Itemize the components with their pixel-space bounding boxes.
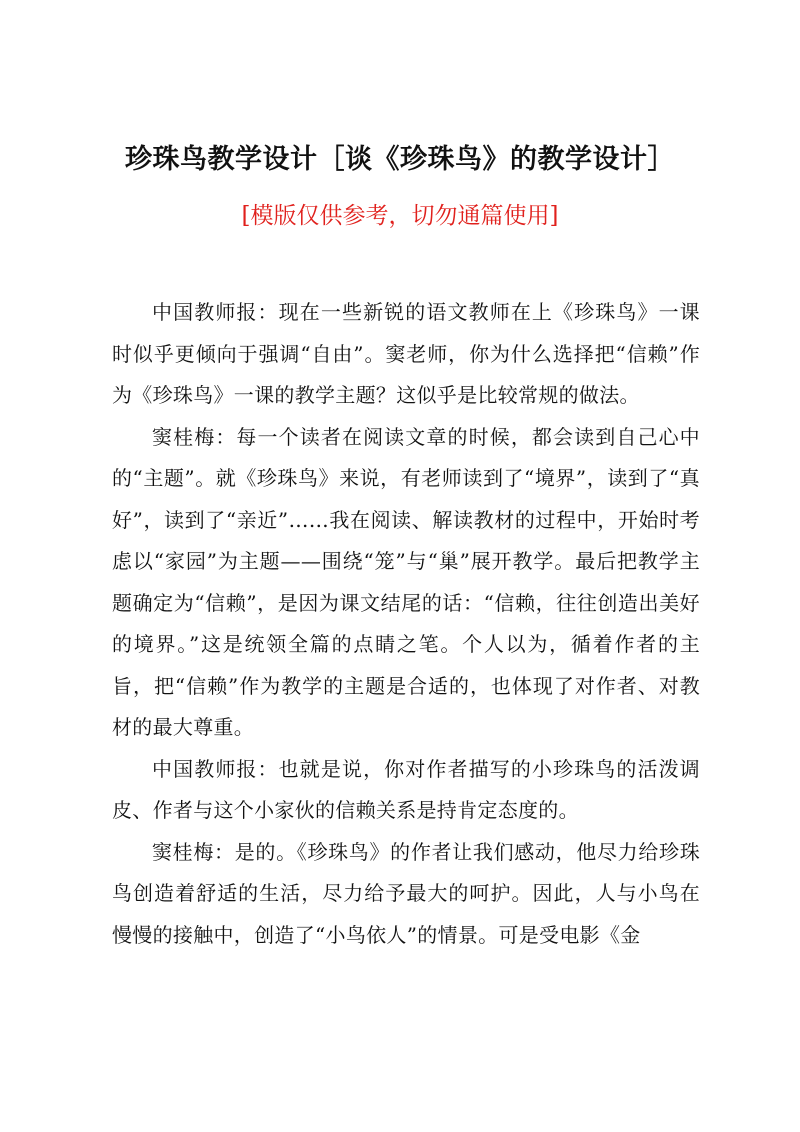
paragraph: 窦桂梅：每一个读者在阅读文章的时候，都会读到自己心中的“主题”。就《珍珠鸟》来说，有老师读到了“境界”，读到了“真好”，读到了“亲近”……我在阅读、解读教材的过程中，开始时考虑以“家园”为主题——围绕“笼”与“巢”展开教学。最后把教学主题确定为“信赖”，是因为课文结尾的话：“信赖，往往创造出美好的境界。”这是统领全篇的点睛之笔。个人以为，循着作者的主旨，把“信赖”作为教学的主题是合适的，也体现了对作者、对教材的最大尊重。 <box>112 424 700 739</box>
paragraph: 窦桂梅：是的。《珍珠鸟》的作者让我们感动，他尽力给珍珠鸟创造着舒适的生活，尽力给予最大的呵护。因此，人与小鸟在慢慢的接触中，创造了“小鸟依人”的情景。可是受电影《金 <box>112 839 700 947</box>
document-title: 珍珠鸟教学设计［谈《珍珠鸟》的教学设计］ <box>125 144 675 175</box>
document-body <box>112 292 700 956</box>
template-notice: [模版仅供参考，切勿通篇使用] <box>241 203 559 229</box>
paragraph: 中国教师报：现在一些新锐的语文教师在上《珍珠鸟》一课时似乎更倾向于强调“自由”。窦老师，你为什么选择把“信赖”作为《珍珠鸟》一课的教学主题？这似乎是比较常规的做法。 <box>112 300 700 407</box>
paragraph: 中国教师报：也就是说，你对作者描写的小珍珠鸟的活泼调皮、作者与这个小家伙的信赖关系是持肯定态度的。 <box>112 756 700 822</box>
